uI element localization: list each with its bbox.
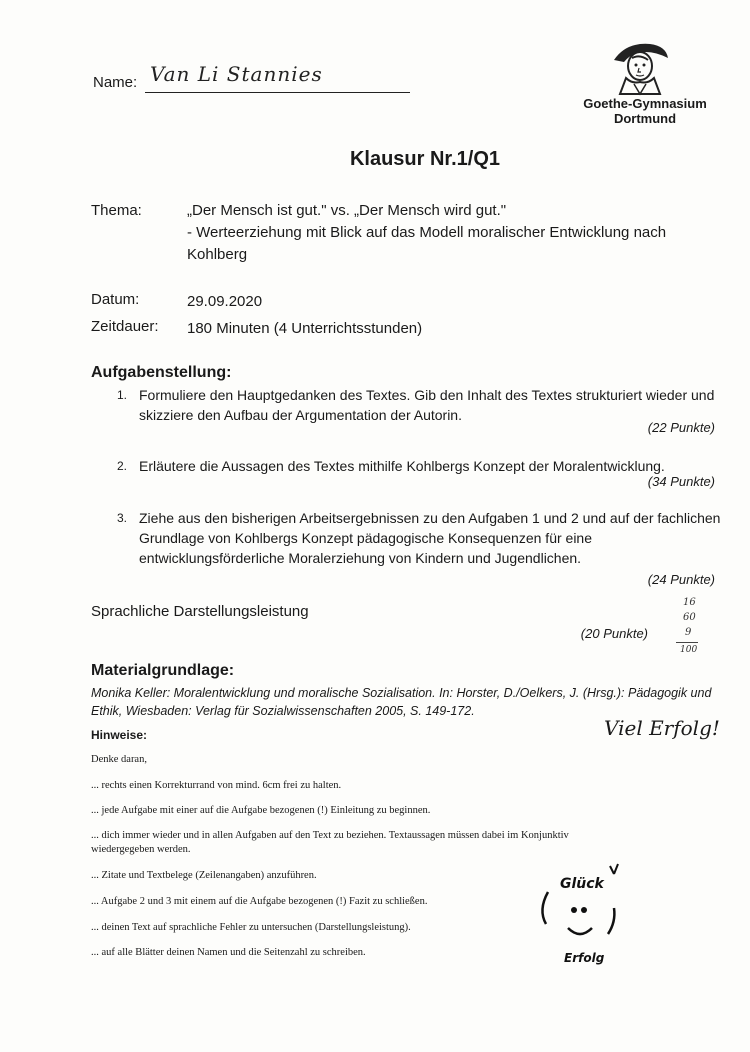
- hint-item: ... dich immer wieder und in allen Aufgaben auf den Text zu beziehen. Textaussagen müssen dabei im Konjunktiv wiedergegeben werden.: [91, 830, 569, 855]
- viel-erfolg: Viel Erfolg!: [604, 716, 720, 740]
- hint-item: ... jede Aufgabe mit einer auf die Aufgabe bezogenen (!) Einleitung zu beginnen.: [91, 805, 431, 816]
- task-number: 1.: [117, 388, 128, 402]
- task-text: Formuliere den Hauptgedanken des Textes. Gib den Inhalt des Textes strukturiert wieder und skizziere den Aufbau der Argumentation der Autorin.: [139, 387, 715, 423]
- name-signature: Van Li Stannies: [150, 62, 323, 86]
- doodle-erfolg: Erfolg: [564, 951, 605, 965]
- name-line: [145, 92, 410, 93]
- thema-line2: - Werteerziehung mit Blick auf das Modell moralischer Entwicklung nach Kohlberg: [187, 224, 667, 263]
- material-text: Monika Keller: Moralentwicklung und moralische Sozialisation. In: Horster, D./Oelkers, J. (Hrsg.): Pädagogik und Ethik, Wiesbaden: Verlag für Sozialwissenschaften 2005, S. 149-172.: [91, 686, 712, 718]
- tally-2: 60: [683, 612, 696, 623]
- task-points: (34 Punkte): [647, 474, 715, 489]
- name-label: Name:: [93, 74, 138, 91]
- hint-item: ... rechts einen Korrekturrand von mind. 6cm frei zu halten.: [91, 780, 342, 791]
- goethe-portrait-logo: [606, 38, 670, 96]
- material-heading: Materialgrundlage:: [91, 662, 235, 679]
- school-line1: Goethe-Gymnasium: [583, 96, 707, 111]
- tally-3: 9: [685, 627, 692, 638]
- sprach-points: (20 Punkte): [580, 626, 648, 641]
- datum-label: Datum:: [91, 291, 140, 308]
- task-number: 3.: [117, 511, 128, 525]
- tasks-heading: Aufgabenstellung:: [91, 364, 232, 381]
- thema-line1: „Der Mensch ist gut." vs. „Der Mensch wird gut.": [187, 202, 507, 219]
- smiley-doodle: [530, 858, 640, 968]
- zeit-label: Zeitdauer:: [91, 318, 159, 335]
- hint-item: ... Aufgabe 2 und 3 mit einem auf die Aufgabe bezogenen (!) Fazit zu schließen.: [91, 896, 428, 907]
- hint-item: ... Zitate und Textbelege (Zeilenangaben) anzuführen.: [91, 870, 317, 881]
- hints-intro: Denke daran,: [91, 754, 147, 765]
- hint-item: ... deinen Text auf sprachliche Fehler zu untersuchen (Darstellungsleistung).: [91, 922, 411, 933]
- task-points: (22 Punkte): [647, 420, 715, 435]
- task-text: Erläutere die Aussagen des Textes mithilfe Kohlbergs Konzept der Moralentwicklung.: [139, 458, 665, 474]
- task-text: Ziehe aus den bisherigen Arbeitsergebnissen zu den Aufgaben 1 und 2 und auf der fachlichen Grundlage von Kohlbergs Konzept pädagogische Konsequenzen für eine entwicklungsförderliche Moralerziehung von Kindern und Jugendlichen.: [139, 510, 721, 566]
- tally-total: 100: [680, 645, 698, 655]
- thema-value: [187, 200, 722, 266]
- thema-label: Thema:: [91, 202, 142, 219]
- tally-1: 16: [683, 597, 696, 608]
- exam-title-text: Klausur Nr.1/Q1: [349, 148, 501, 170]
- task-number: 2.: [117, 459, 128, 473]
- task-points: (24 Punkte): [647, 572, 715, 587]
- tally-line: [676, 642, 698, 643]
- zeit-value: 180 Minuten (4 Unterrichtsstunden): [187, 320, 423, 337]
- datum-value: 29.09.2020: [187, 293, 263, 310]
- school-line2: Dortmund: [613, 111, 677, 126]
- hint-item: ... auf alle Blätter deinen Namen und die Seitenzahl zu schreiben.: [91, 947, 366, 958]
- sprach-label: Sprachliche Darstellungsleistung: [91, 603, 309, 620]
- school-name: [560, 96, 730, 126]
- hints-title: Hinweise:: [91, 728, 148, 742]
- exam-title: [0, 148, 750, 171]
- doodle-glueck: Glück: [560, 876, 604, 892]
